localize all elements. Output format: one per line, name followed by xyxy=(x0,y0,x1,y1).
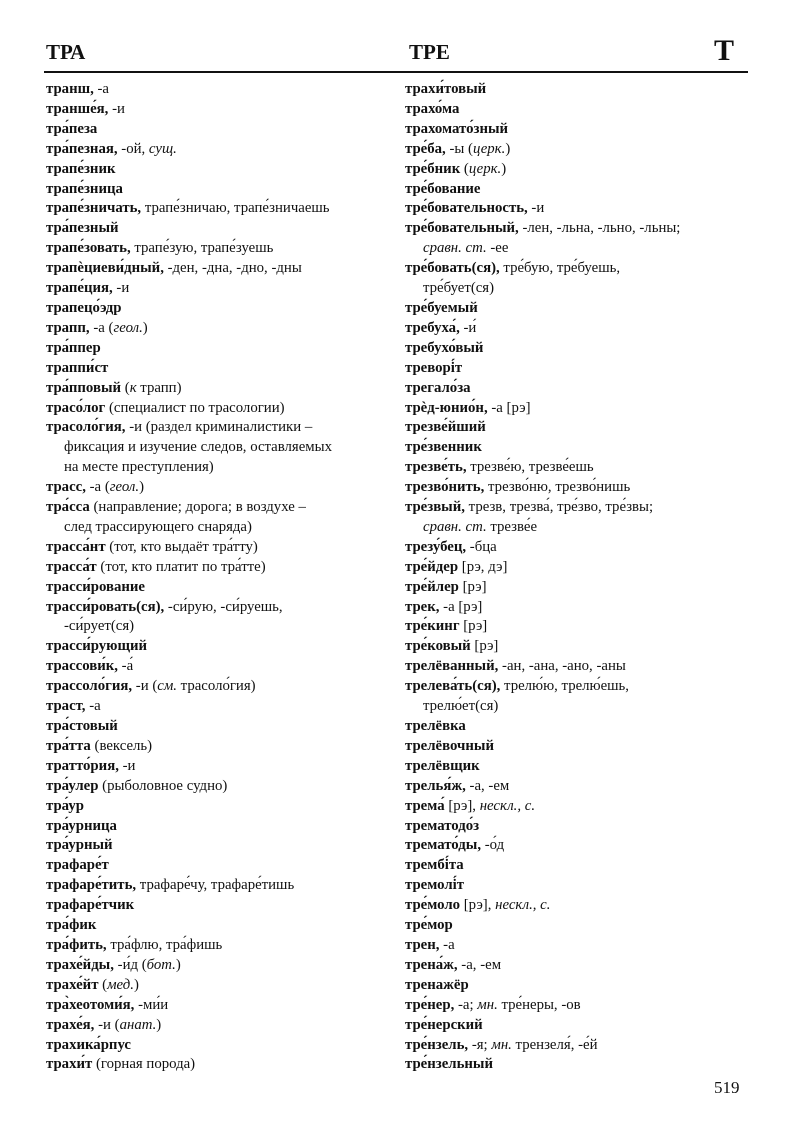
headword: тра́урный xyxy=(46,837,113,854)
dictionary-entry xyxy=(405,916,755,936)
dictionary-entry xyxy=(405,399,755,419)
headword: трасоло́гия, xyxy=(46,419,126,436)
entry-forms: трапе́зую, трапе́зуешь xyxy=(130,240,274,257)
entry-forms: -и xyxy=(527,200,545,217)
dictionary-entry xyxy=(46,797,396,817)
headword: тра́пезная, xyxy=(46,140,118,157)
dictionary-entry xyxy=(405,617,755,637)
entry-forms: (тот, кто платит по тра́тте) xyxy=(96,558,266,575)
continuation-text: след трассирующего снаряда) xyxy=(64,518,252,535)
headword: трапецо́эдр xyxy=(46,299,122,316)
headword: трезво́нить, xyxy=(405,479,485,496)
headword: тре́нерский xyxy=(405,1016,483,1033)
headword: трембі́та xyxy=(405,857,464,874)
headword: тренажёр xyxy=(405,976,469,993)
entry-forms: -а, -ем xyxy=(465,777,510,794)
dictionary-entry xyxy=(46,578,396,598)
headword: трафаре́тчик xyxy=(46,897,135,914)
dictionary-entry xyxy=(405,478,755,498)
dictionary-entry xyxy=(405,836,755,856)
headword: тре́ба, xyxy=(405,140,446,157)
dictionary-entry xyxy=(46,817,396,837)
headword: трахе́я, xyxy=(46,1016,95,1033)
dictionary-entry xyxy=(405,339,755,359)
dictionary-entry xyxy=(46,80,396,100)
headword: трапп, xyxy=(46,319,90,336)
headword: тре́буемый xyxy=(405,299,478,316)
dictionary-entry xyxy=(46,279,396,299)
usage-label: сравн. ст. xyxy=(423,240,487,257)
headword: тре́йлер xyxy=(405,578,459,595)
entry-forms: -о́д xyxy=(481,837,505,854)
dictionary-entry xyxy=(46,100,396,120)
headword: трасс, xyxy=(46,479,86,496)
continuation-text: -си́рует(ся) xyxy=(64,618,135,635)
dictionary-entry xyxy=(46,598,396,618)
dictionary-entry xyxy=(405,219,755,239)
dictionary-entry xyxy=(46,637,396,657)
entry-forms: трапе́зничаю, трапе́зничаешь xyxy=(141,200,330,217)
headword: трахо́ма xyxy=(405,100,460,117)
dictionary-entry xyxy=(46,359,396,379)
headword: трапе́зник xyxy=(46,160,116,177)
entry-tail: ) xyxy=(156,1016,162,1033)
dictionary-entry xyxy=(405,558,755,578)
headword: тра́пезный xyxy=(46,220,119,237)
headword: трасса́т xyxy=(46,558,97,575)
dictionary-entry xyxy=(46,737,396,757)
dictionary-entry xyxy=(405,777,755,797)
entry-forms: -и́ xyxy=(459,319,477,336)
entry-forms: -ден, -дна, -дно, -дны xyxy=(163,260,302,277)
dictionary-entry xyxy=(405,120,755,140)
entry-forms: (тот, кто выдаёт тра́тту) xyxy=(105,538,258,555)
entry-forms: (горная порода) xyxy=(92,1056,196,1073)
dictionary-entry xyxy=(46,856,396,876)
headword: тре́звый, xyxy=(405,499,465,516)
usage-label: церк. xyxy=(468,160,502,177)
usage-label: мед. xyxy=(107,976,134,993)
headword: тра́улер xyxy=(46,777,99,794)
dictionary-entry xyxy=(405,1036,755,1056)
right-column xyxy=(405,80,755,1075)
entry-forms: ( xyxy=(121,379,130,396)
headword: тратто́рия, xyxy=(46,757,119,774)
headword: тре́кинг xyxy=(405,618,460,635)
entry-continuation xyxy=(46,458,396,478)
headword: трассови́к, xyxy=(46,658,118,675)
headword: тре́моло xyxy=(405,897,461,914)
dictionary-entry xyxy=(405,657,755,677)
headword: тре́нер, xyxy=(405,996,455,1013)
dictionary-entry xyxy=(46,1016,396,1036)
headword: трелья́ж, xyxy=(405,777,466,794)
dictionary-entry xyxy=(405,299,755,319)
headword: трассоло́гия, xyxy=(46,678,133,695)
usage-label: нескл., с. xyxy=(495,897,551,914)
entry-continuation xyxy=(405,239,755,259)
entry-forms: -ми́и xyxy=(134,996,169,1013)
headword: тра́фить, xyxy=(46,936,107,953)
headword: трафаре́т xyxy=(46,857,109,874)
dictionary-entry xyxy=(46,219,396,239)
headword: требухо́вый xyxy=(405,339,484,356)
headword: тра̀хеотоми́я, xyxy=(46,996,135,1013)
usage-label: сравн. ст. xyxy=(423,518,487,535)
header-rule xyxy=(44,71,748,73)
usage-label: мн. xyxy=(477,996,498,1013)
page-number: 519 xyxy=(714,1078,740,1097)
usage-label: сущ. xyxy=(148,140,177,157)
entry-continuation xyxy=(46,438,396,458)
headword: тре́бование xyxy=(405,180,481,197)
entry-forms: -и ( xyxy=(132,678,158,695)
usage-label: церк. xyxy=(472,140,506,157)
continuation-text: фиксация и изучение следов, оставляемых xyxy=(64,439,333,456)
headword: трапѐциеви́дный, xyxy=(46,260,164,277)
dictionary-entry xyxy=(46,1055,396,1075)
dictionary-entry xyxy=(46,936,396,956)
dictionary-entry xyxy=(46,697,396,717)
dictionary-entry xyxy=(46,558,396,578)
dictionary-entry xyxy=(46,876,396,896)
dictionary-entry xyxy=(46,140,396,160)
dictionary-entry xyxy=(405,180,755,200)
entry-forms: -лен, -льна, -льно, -льны; xyxy=(518,220,681,237)
running-head-left: ТРА xyxy=(46,40,86,64)
dictionary-entry xyxy=(405,876,755,896)
entry-forms: -и xyxy=(108,100,125,117)
headword: тре́бовать(ся), xyxy=(405,260,500,277)
headword: трезве́ть, xyxy=(405,459,467,476)
dictionary-entry xyxy=(405,359,755,379)
headword: тре́ковый xyxy=(405,638,471,655)
usage-label: к xyxy=(129,379,137,396)
entry-forms: -ан, -ана, -ано, -аны xyxy=(498,658,626,675)
headword: траппи́ст xyxy=(46,359,109,376)
dictionary-entry xyxy=(405,80,755,100)
headword: тре́бник xyxy=(405,160,461,177)
dictionary-entry xyxy=(405,438,755,458)
dictionary-entry xyxy=(46,120,396,140)
headword: трелёвка xyxy=(405,718,466,734)
usage-label: анат. xyxy=(119,1016,157,1033)
running-head-center: ТРЕ xyxy=(409,40,450,64)
dictionary-entry xyxy=(405,319,755,339)
dictionary-entry xyxy=(405,458,755,478)
dictionary-entry xyxy=(46,1036,396,1056)
dictionary-entry xyxy=(46,339,396,359)
entry-tail: трапп) xyxy=(136,379,182,396)
dictionary-entry xyxy=(46,717,396,737)
entry-tail: ) xyxy=(139,479,145,496)
dictionary-entry xyxy=(405,538,755,558)
headword: трезве́йший xyxy=(405,419,486,436)
headword: тре́бовательность, xyxy=(405,200,528,217)
headword: тре́нзельный xyxy=(405,1056,494,1073)
headword: трѐд-юнио́н, xyxy=(405,399,488,416)
dictionary-entry xyxy=(405,817,755,837)
dictionary-entry xyxy=(46,677,396,697)
headword: трелёвочный xyxy=(405,737,494,754)
headword: трахи́товый xyxy=(405,81,487,97)
dictionary-entry xyxy=(405,259,755,279)
dictionary-entry xyxy=(46,896,396,916)
entry-forms: трафаре́чу, трафаре́тишь xyxy=(136,877,295,894)
usage-label: нескл., с. xyxy=(479,797,536,814)
entry-forms: -и xyxy=(112,280,130,297)
dictionary-entry xyxy=(405,757,755,777)
entry-forms: трелю́ю, трелю́ешь, xyxy=(500,678,630,695)
headword: трасси́ровать(ся), xyxy=(46,598,165,615)
entry-tail: ) xyxy=(175,956,181,973)
entry-forms: (направление; дорога; в воздухе – xyxy=(89,499,306,516)
headword: трапе́зовать, xyxy=(46,240,131,257)
headword: тра́сса xyxy=(46,499,90,516)
headword: тра́тта xyxy=(46,737,91,754)
entry-forms: -а; xyxy=(454,996,478,1013)
dictionary-entry xyxy=(46,956,396,976)
usage-label: см. xyxy=(157,678,177,695)
entry-forms: -и́д ( xyxy=(113,956,147,973)
usage-label: бот. xyxy=(146,956,176,973)
dictionary-entry xyxy=(405,578,755,598)
headword: тре́йдер xyxy=(405,558,459,575)
dictionary-entry xyxy=(405,677,755,697)
headword: трегало́за xyxy=(405,379,471,396)
dictionary-entry xyxy=(46,259,396,279)
entry-continuation xyxy=(405,697,755,717)
dictionary-entry xyxy=(46,996,396,1016)
dictionary-entry xyxy=(46,976,396,996)
entry-forms: -и ( xyxy=(94,1016,120,1033)
headword: требуха́, xyxy=(405,319,460,336)
headword: трасси́рующий xyxy=(46,638,148,655)
dictionary-entry xyxy=(405,996,755,1016)
entry-tail: тре́неры, -ов xyxy=(497,996,581,1013)
headword: трен, xyxy=(405,936,440,953)
headword: трасо́лог xyxy=(46,399,106,416)
headword: трелёвщик xyxy=(405,757,480,774)
dictionary-entry xyxy=(46,757,396,777)
entry-forms: -а, -ем xyxy=(457,956,502,973)
dictionary-entry xyxy=(46,836,396,856)
dictionary-entry xyxy=(405,598,755,618)
entry-forms: -а́ xyxy=(117,658,134,675)
entry-forms: -я; xyxy=(468,1036,492,1053)
entry-tail: -ее xyxy=(486,240,509,257)
entry-continuation xyxy=(405,518,755,538)
entry-tail: ) xyxy=(501,160,507,177)
entry-forms: -и xyxy=(118,757,136,774)
entry-forms: -а ( xyxy=(89,319,114,336)
dictionary-entry xyxy=(405,100,755,120)
entry-continuation xyxy=(405,279,755,299)
dictionary-entry xyxy=(46,916,396,936)
entry-forms: -а xyxy=(93,81,109,97)
entry-forms: трезво́ню, трезво́нишь xyxy=(484,479,631,496)
headword: трелева́ть(ся), xyxy=(405,678,501,695)
dictionary-entry xyxy=(46,180,396,200)
entry-forms: [рэ] xyxy=(470,638,499,655)
dictionary-entry xyxy=(405,936,755,956)
entry-forms: -и (раздел криминалистики – xyxy=(125,419,313,436)
entry-forms: -бца xyxy=(466,538,497,555)
headword: транш, xyxy=(46,81,94,97)
entry-tail: ) xyxy=(505,140,511,157)
entry-forms: тре́бую, тре́буешь, xyxy=(499,260,621,277)
entry-forms: -а [рэ] xyxy=(487,399,531,416)
headword: трахомато́зный xyxy=(405,120,509,137)
headword: трена́ж, xyxy=(405,956,458,973)
dictionary-entry xyxy=(46,657,396,677)
entry-forms: (специалист по трасологии) xyxy=(105,399,285,416)
headword: транше́я, xyxy=(46,100,109,117)
dictionary-entry xyxy=(405,956,755,976)
dictionary-entry xyxy=(405,379,755,399)
usage-label: геол. xyxy=(109,479,140,496)
entry-tail: ) xyxy=(142,319,148,336)
dictionary-entry xyxy=(405,160,755,180)
entry-forms: [рэ] xyxy=(459,618,488,635)
entry-forms: (вексель) xyxy=(90,737,153,754)
continuation-text: тре́бует(ся) xyxy=(423,280,495,297)
dictionary-entry xyxy=(405,896,755,916)
entry-forms: -а xyxy=(85,698,101,715)
left-column xyxy=(46,80,396,1075)
dictionary-entry xyxy=(405,498,755,518)
headword: тра́ур xyxy=(46,797,84,814)
continuation-text: на месте преступления) xyxy=(64,459,214,476)
entry-forms: -си́рую, -си́руешь, xyxy=(164,598,283,615)
headword: трезу́бец, xyxy=(405,538,467,555)
headword: трахе́йт xyxy=(46,976,99,993)
headword: тре́бовательный, xyxy=(405,220,519,237)
dictionary-entry xyxy=(405,199,755,219)
headword: трема́ xyxy=(405,797,445,814)
entry-forms: -а xyxy=(439,936,455,953)
entry-forms: -а [рэ] xyxy=(439,598,483,615)
usage-label: мн. xyxy=(491,1036,512,1053)
entry-forms: (рыболовное судно) xyxy=(98,777,228,794)
dictionary-entry xyxy=(405,140,755,160)
dictionary-entry xyxy=(46,498,396,518)
dictionary-entry xyxy=(405,717,755,737)
headword: тра́урница xyxy=(46,817,117,834)
headword: трасси́рование xyxy=(46,578,146,595)
entry-forms: трезве́ю, трезве́ешь xyxy=(466,459,594,476)
dictionary-entry xyxy=(405,1055,755,1075)
dictionary-entry xyxy=(46,777,396,797)
headword: тра́фик xyxy=(46,917,97,934)
entry-forms: тра́флю, тра́фишь xyxy=(106,936,223,953)
headword: трелёванный, xyxy=(405,658,499,675)
dictionary-entry xyxy=(46,538,396,558)
entry-forms: -ой, xyxy=(117,140,149,157)
entry-forms: [рэ], xyxy=(460,897,496,914)
headword: трахика́рпус xyxy=(46,1036,131,1053)
headword: тра́пповый xyxy=(46,379,122,396)
headword: трек, xyxy=(405,598,440,615)
headword: тре́звенник xyxy=(405,439,482,456)
dictionary-entry xyxy=(405,856,755,876)
entry-forms: [рэ], xyxy=(444,797,480,814)
entry-forms: [рэ, дэ] xyxy=(458,558,508,575)
dictionary-entry xyxy=(46,299,396,319)
headword: тремато́ды, xyxy=(405,837,482,854)
headword: трафаре́тить, xyxy=(46,877,137,894)
dictionary-entry xyxy=(46,399,396,419)
dictionary-entry xyxy=(405,976,755,996)
dictionary-entry xyxy=(405,637,755,657)
headword: треворі́т xyxy=(405,359,463,376)
dictionary-entry xyxy=(46,160,396,180)
headword: трахи́т xyxy=(46,1056,93,1073)
entry-forms: ( xyxy=(98,976,108,993)
dictionary-entry xyxy=(405,418,755,438)
dictionary-entry xyxy=(46,239,396,259)
entry-forms: -а ( xyxy=(85,479,110,496)
headword: трематодо́з xyxy=(405,817,480,834)
entry-continuation xyxy=(46,617,396,637)
headword: трапе́зничать, xyxy=(46,200,142,217)
entry-forms: [рэ] xyxy=(458,578,487,595)
dictionary-entry xyxy=(405,737,755,757)
continuation-text: трелю́ет(ся) xyxy=(423,698,499,715)
dictionary-entry xyxy=(405,797,755,817)
headword: тра́ппер xyxy=(46,339,101,356)
dictionary-entry xyxy=(46,418,396,438)
section-letter: Т xyxy=(714,34,735,67)
entry-tail: трасоло́гия) xyxy=(176,678,256,695)
headword: тре́мор xyxy=(405,917,453,934)
headword: трахе́йды, xyxy=(46,956,114,973)
headword: тремолі́т xyxy=(405,877,465,894)
headword: трапе́ция, xyxy=(46,280,113,297)
headword: трасса́нт xyxy=(46,538,106,555)
headword: тра́стовый xyxy=(46,718,118,734)
entry-tail: трезве́е xyxy=(486,518,538,535)
entry-continuation xyxy=(46,518,396,538)
dictionary-entry xyxy=(46,478,396,498)
dictionary-entry xyxy=(46,319,396,339)
dictionary-entry xyxy=(46,199,396,219)
dictionary-entry xyxy=(46,379,396,399)
headword: тре́нзель, xyxy=(405,1036,469,1053)
dictionary-entry xyxy=(405,1016,755,1036)
usage-label: геол. xyxy=(113,319,143,336)
entry-forms: трезв, трезва́, тре́зво, тре́звы; xyxy=(464,499,654,516)
entry-tail: трензеля́, -е́й xyxy=(511,1036,598,1053)
entry-forms: -ы ( xyxy=(445,140,473,157)
headword: тра́пеза xyxy=(46,120,98,137)
headword: траст, xyxy=(46,698,86,715)
entry-tail: ) xyxy=(133,976,139,993)
headword: трапе́зница xyxy=(46,180,123,197)
entry-forms: ( xyxy=(460,160,469,177)
